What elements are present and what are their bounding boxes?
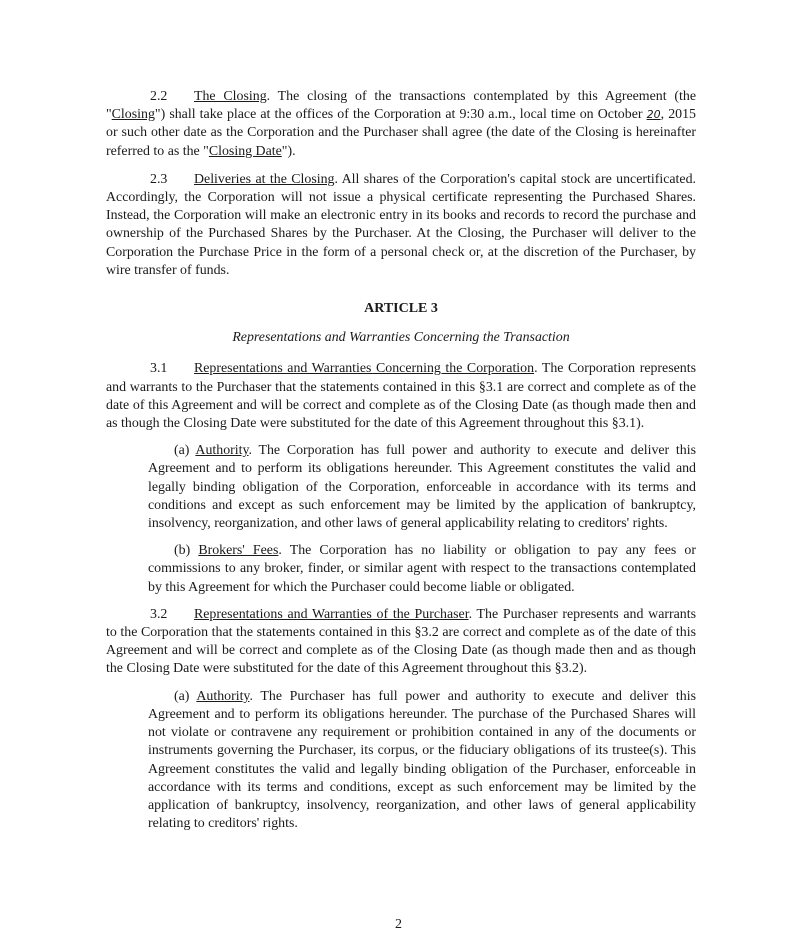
section-heading: Representations and Warranties Concerning the Corporation <box>194 361 535 377</box>
subsection-label: (a) <box>174 443 190 459</box>
subsection-label: (a) <box>174 688 190 704</box>
section-text: ") shall take place at the offices of the Corporation at 9:30 a.m., local time on October <box>154 107 647 123</box>
section-text: "). <box>281 143 296 159</box>
subsection-text: . The Purchaser has full power and authority to execute and deliver this Agreement and to perform its obligations hereunder. The purchase of the Purchased Shares will not violate or contravene any requirement or prohibition contained in any of the documents or instruments governing the Purchaser, its corpus, or the fiduciary obligations of its trustee(s). This Agreement constitutes the valid and legally binding obligation of the Purchaser, enforceable in accordance with its terms and conditions, except as such enforcement may be limited by the application of bankruptcy, insolvency, reorganization, and other laws of general applicability relating to creditors' rights. <box>148 688 696 832</box>
subsection-heading: Authority <box>195 443 249 459</box>
document-page <box>106 88 696 833</box>
section-2-3 <box>106 171 696 280</box>
subsection-heading: Authority <box>196 688 250 704</box>
section-3-1 <box>106 360 696 433</box>
section-heading: The Closing <box>194 89 267 104</box>
subsection-heading: Brokers' Fees <box>198 543 279 559</box>
subsection-text: . The Corporation has no liability or obligation to pay any fees or commissions to any broker, finder, or similar agent with respect to the transactions contemplated by this Agreement for which the Purchaser could become liable or obligated. <box>148 543 696 595</box>
section-number: 3.1 <box>150 361 168 377</box>
section-text: . The Purchaser represents and warrants to the Corporation that the statements contained in this §3.2 are correct and complete as of the date of this Agreement and will be correct and complete as of the Closing Date (as though made then and as though the Closing Date were substituted for the date of this Agreement throughout this §3.2). <box>106 606 697 677</box>
section-text: . The closing of the transactions contemplated by this Agreement (the " <box>106 89 696 123</box>
section-2-2 <box>106 88 696 161</box>
handwritten-day: 20 <box>646 108 661 122</box>
page-number: 2 <box>395 917 402 932</box>
defined-term-closing: Closing <box>111 107 155 123</box>
section-heading: Deliveries at the Closing <box>194 171 335 187</box>
section-heading: Representations and Warranties of the Purchaser <box>194 606 469 622</box>
section-number: 2.2 <box>150 89 168 104</box>
article-subtitle: Representations and Warranties Concerning the Transaction <box>232 330 570 346</box>
section-3-2 <box>106 606 696 679</box>
section-number: 2.3 <box>150 171 168 187</box>
subsection-text: . The Corporation has full power and authority to execute and deliver this Agreement and to perform its obligations hereunder. This Agreement constitutes the valid and legally binding obligation of the Corporation, enforceable in accordance with its terms and conditions and except as such enforcement may be limited by the application of bankruptcy, insolvency, reorganization, and other laws of general applicability relating to creditors' rights. <box>148 443 696 532</box>
section-3-1-b <box>148 542 696 597</box>
defined-term-closing-date: Closing Date <box>208 143 282 159</box>
article-title: ARTICLE 3 <box>364 301 438 317</box>
section-number: 3.2 <box>150 606 168 622</box>
section-text: . All shares of the Corporation's capital stock are uncertificated. Accordingly, the Corporation will not issue a physical certificate representing the Purchased Shares. Instead, the Corporation will make an electronic entry in its books and records to record the purchase and ownership of the Purchased Shares by the Purchaser. At the Closing, the Purchaser will deliver to the Corporation the Purchase Price in the form of a personal check or, at the discretion of the Purchaser, by wire transfer of funds. <box>106 171 696 278</box>
section-text: . The Corporation represents and warrants to the Purchaser that the statements contained in this §3.1 are correct and complete as of the date of this Agreement and will be correct and complete as of the Closing Date (as though made then and as though the Closing Date were substituted for the date of this Agreement throughout this §3.1). <box>106 361 697 432</box>
section-text: , 2015 or such other date as the Corporation and the Purchaser shall agree (the date of the Closing is hereinafter referred to as the " <box>106 107 697 159</box>
section-3-1-a <box>148 442 696 533</box>
section-3-2-a <box>148 688 696 834</box>
subsection-label: (b) <box>174 543 191 559</box>
